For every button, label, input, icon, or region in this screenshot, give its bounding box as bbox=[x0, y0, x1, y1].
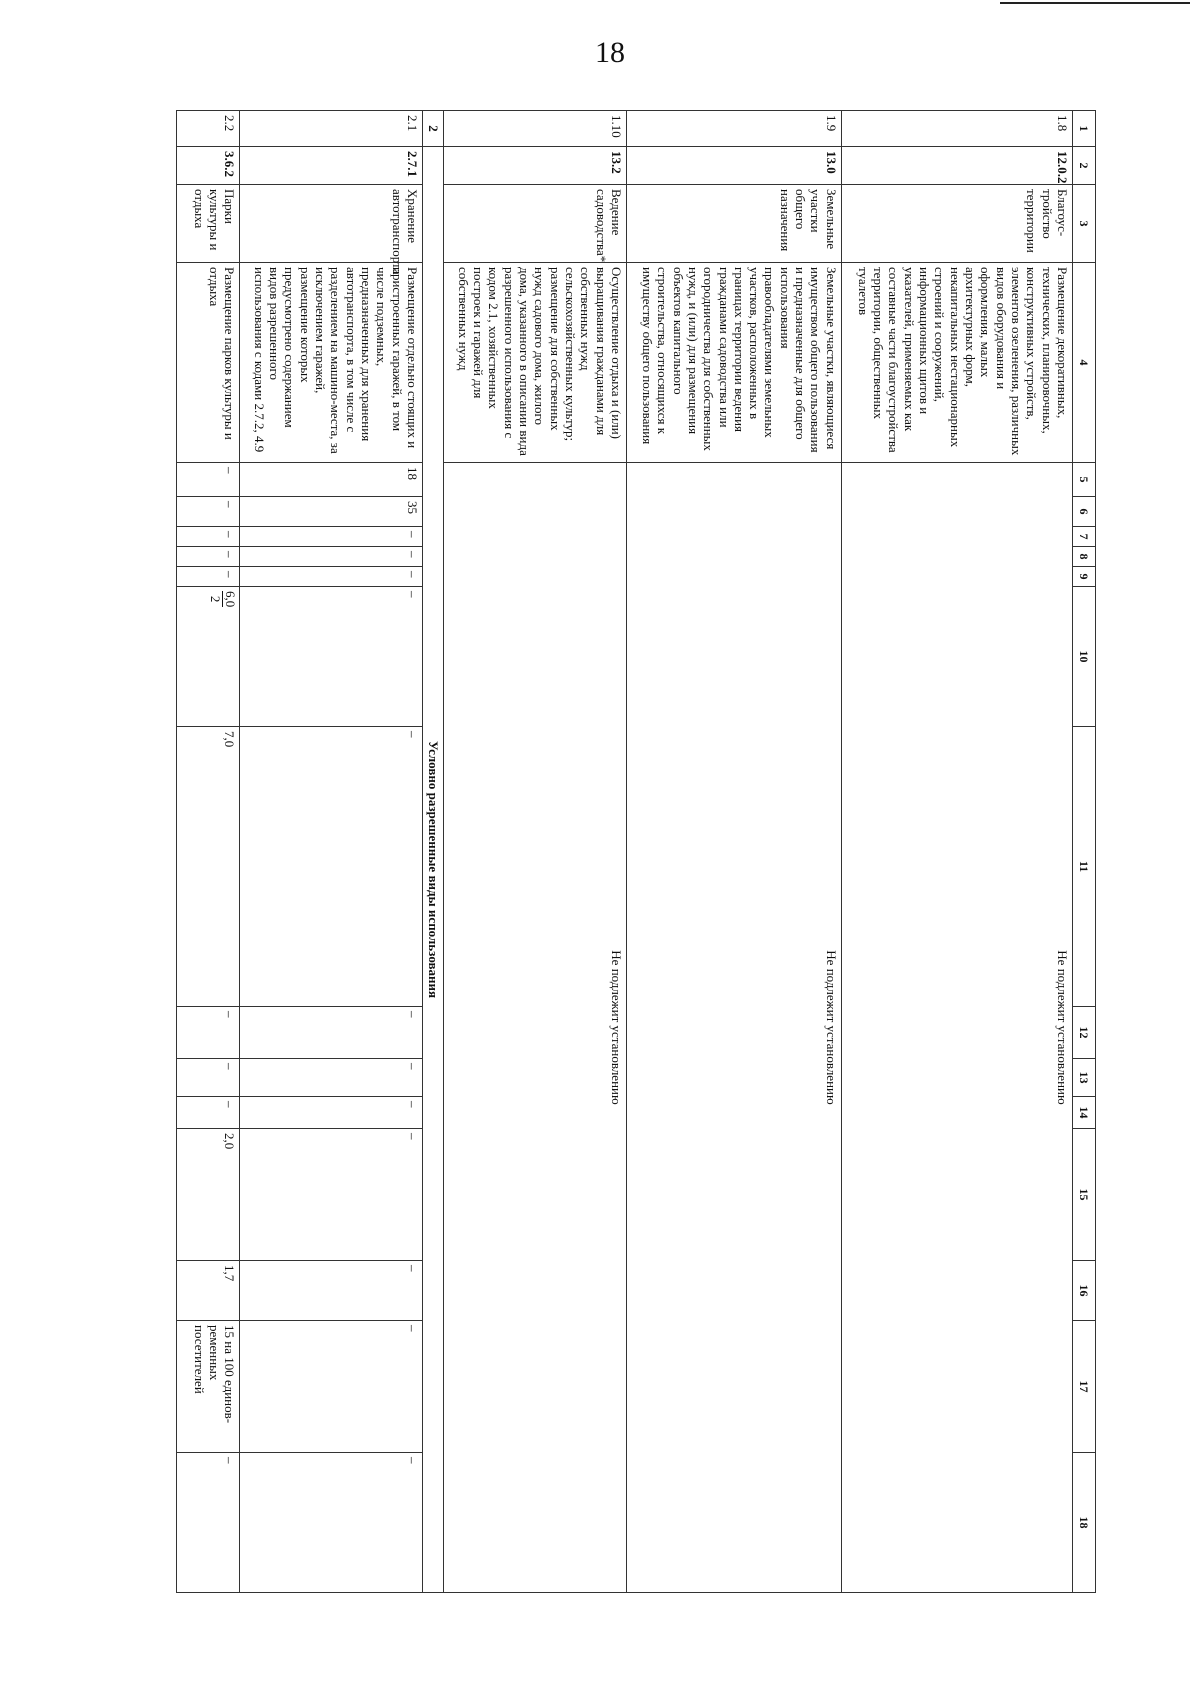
header-cell: 5 bbox=[1072, 463, 1095, 497]
use-code: 2.7.1 bbox=[240, 147, 423, 185]
header-cell: 16 bbox=[1072, 1261, 1095, 1321]
header-row bbox=[1072, 111, 1095, 1593]
header-cell: 13 bbox=[1072, 1059, 1095, 1097]
not-applicable-note: Не подлежит установлению bbox=[626, 463, 841, 1593]
value-cell: – bbox=[240, 567, 423, 587]
header-cell: 8 bbox=[1072, 547, 1095, 567]
use-code: 3.6.2 bbox=[177, 147, 240, 185]
value-cell: – bbox=[240, 727, 423, 1007]
value-cell: – bbox=[240, 1129, 423, 1261]
table-row bbox=[177, 111, 240, 1593]
table-row bbox=[626, 111, 841, 1593]
header-cell: 17 bbox=[1072, 1321, 1095, 1453]
header-cell: 11 bbox=[1072, 727, 1095, 1007]
table-row bbox=[444, 111, 627, 1593]
header-cell: 10 bbox=[1072, 587, 1095, 727]
value-cell: – bbox=[177, 1059, 240, 1097]
top-rule bbox=[1000, 2, 1190, 4]
section-row bbox=[422, 111, 443, 1593]
use-code: 13.0 bbox=[626, 147, 841, 185]
value-cell: – bbox=[240, 1097, 423, 1129]
use-name: Парки культуры и отдыха bbox=[177, 185, 240, 263]
fraction-denominator: 2 bbox=[207, 595, 223, 603]
header-cell: 15 bbox=[1072, 1129, 1095, 1261]
value-cell-fraction bbox=[177, 587, 240, 727]
zoning-table bbox=[176, 110, 1096, 1593]
use-code: 13.2 bbox=[444, 147, 627, 185]
value-cell: 15 на 100 единов-ременных посетителей bbox=[177, 1321, 240, 1453]
use-description: Размещение отдельно стоящих и пристроенных гаражей, в том числе подземных, предназначенных для хранения автотранспорта, в том числе с разделением на машино-места, за исключением гаражей, размещение которых предусмотрено содержанием видов разрешенного использования с кодами 2.7.2, 4.9 bbox=[240, 263, 423, 463]
fraction bbox=[208, 591, 238, 607]
value-cell: – bbox=[240, 1453, 423, 1593]
use-name: Хранение автотранспорта bbox=[240, 185, 423, 263]
value-cell: – bbox=[240, 1321, 423, 1453]
value-cell: – bbox=[240, 547, 423, 567]
row-number: 1.9 bbox=[626, 111, 841, 147]
value-cell: – bbox=[240, 1261, 423, 1321]
value-cell: – bbox=[177, 1453, 240, 1593]
value-cell: – bbox=[240, 1007, 423, 1059]
value-cell: – bbox=[177, 463, 240, 497]
header-cell: 3 bbox=[1072, 185, 1095, 263]
value-cell: – bbox=[177, 547, 240, 567]
value-cell: 7,0 bbox=[177, 727, 240, 1007]
value-cell: 1,7 bbox=[177, 1261, 240, 1321]
use-name: Благоус-тройство территории bbox=[841, 185, 1072, 263]
use-description: Размещение парков культуры и отдыха bbox=[177, 263, 240, 463]
value-cell: – bbox=[177, 1007, 240, 1059]
table-row bbox=[841, 111, 1072, 1593]
value-cell: – bbox=[177, 1097, 240, 1129]
use-description: Размещение декоративных, технических, планировочных, конструктивных устройств, элементов озеленения, различных видов оборудования и оформления, малых архитектурных форм, некапитальных нестационарных строений и сооружений, информационных щитов и указателей, применяемых как составные части благоустройства территории, общественных туалетов bbox=[841, 263, 1072, 463]
header-cell: 6 bbox=[1072, 497, 1095, 527]
value-cell: – bbox=[240, 527, 423, 547]
not-applicable-note: Не подлежит установлению bbox=[444, 463, 627, 1593]
value-cell: 35 bbox=[240, 497, 423, 527]
page-number: 18 bbox=[595, 36, 625, 69]
use-name: Земельные участки общего назначения bbox=[626, 185, 841, 263]
header-cell: 18 bbox=[1072, 1453, 1095, 1593]
value-cell: – bbox=[240, 587, 423, 727]
value-cell: – bbox=[177, 497, 240, 527]
header-cell: 4 bbox=[1072, 263, 1095, 463]
fraction-numerator: 6,0 bbox=[223, 591, 239, 608]
value-cell: 18 bbox=[240, 463, 423, 497]
section-title: Условно разрешенные виды использования bbox=[422, 147, 443, 1593]
row-number: 1.8 bbox=[841, 111, 1072, 147]
use-description: Земельные участки, являющиеся имуществом общего пользования и предназначенные для общего использования правообладателями земельных участков, расположенных в границах территории ведения гражданами садоводства или огородничества для собственных нужд, и (или) для размещения объектов капитального строительства, относящихся к имуществу общего пользования bbox=[626, 263, 841, 463]
header-cell: 9 bbox=[1072, 567, 1095, 587]
table-row bbox=[240, 111, 423, 1593]
use-description: Осуществление отдыха и (или) выращивания гражданами для собственных нужд сельскохозяйственных культур; размещение для собственных нужд садового дома, жилого дома, указанного в описании вида разрешенного использования с кодом 2.1, хозяйственных построек и гаражей для собственных нужд bbox=[444, 263, 627, 463]
row-number: 2.2 bbox=[177, 111, 240, 147]
value-cell: – bbox=[240, 1059, 423, 1097]
section-number: 2 bbox=[422, 111, 443, 147]
row-number: 1.10 bbox=[444, 111, 627, 147]
value-cell: – bbox=[177, 567, 240, 587]
header-cell: 12 bbox=[1072, 1007, 1095, 1059]
value-cell: – bbox=[177, 527, 240, 547]
rotated-table-wrapper bbox=[176, 110, 1096, 1590]
header-cell: 14 bbox=[1072, 1097, 1095, 1129]
row-number: 2.1 bbox=[240, 111, 423, 147]
use-code: 12.0.2 bbox=[841, 147, 1072, 185]
value-cell: 2,0 bbox=[177, 1129, 240, 1261]
header-cell: 7 bbox=[1072, 527, 1095, 547]
not-applicable-note: Не подлежит установлению bbox=[841, 463, 1072, 1593]
header-cell: 1 bbox=[1072, 111, 1095, 147]
use-name: Ведение садоводства* bbox=[444, 185, 627, 263]
header-cell: 2 bbox=[1072, 147, 1095, 185]
